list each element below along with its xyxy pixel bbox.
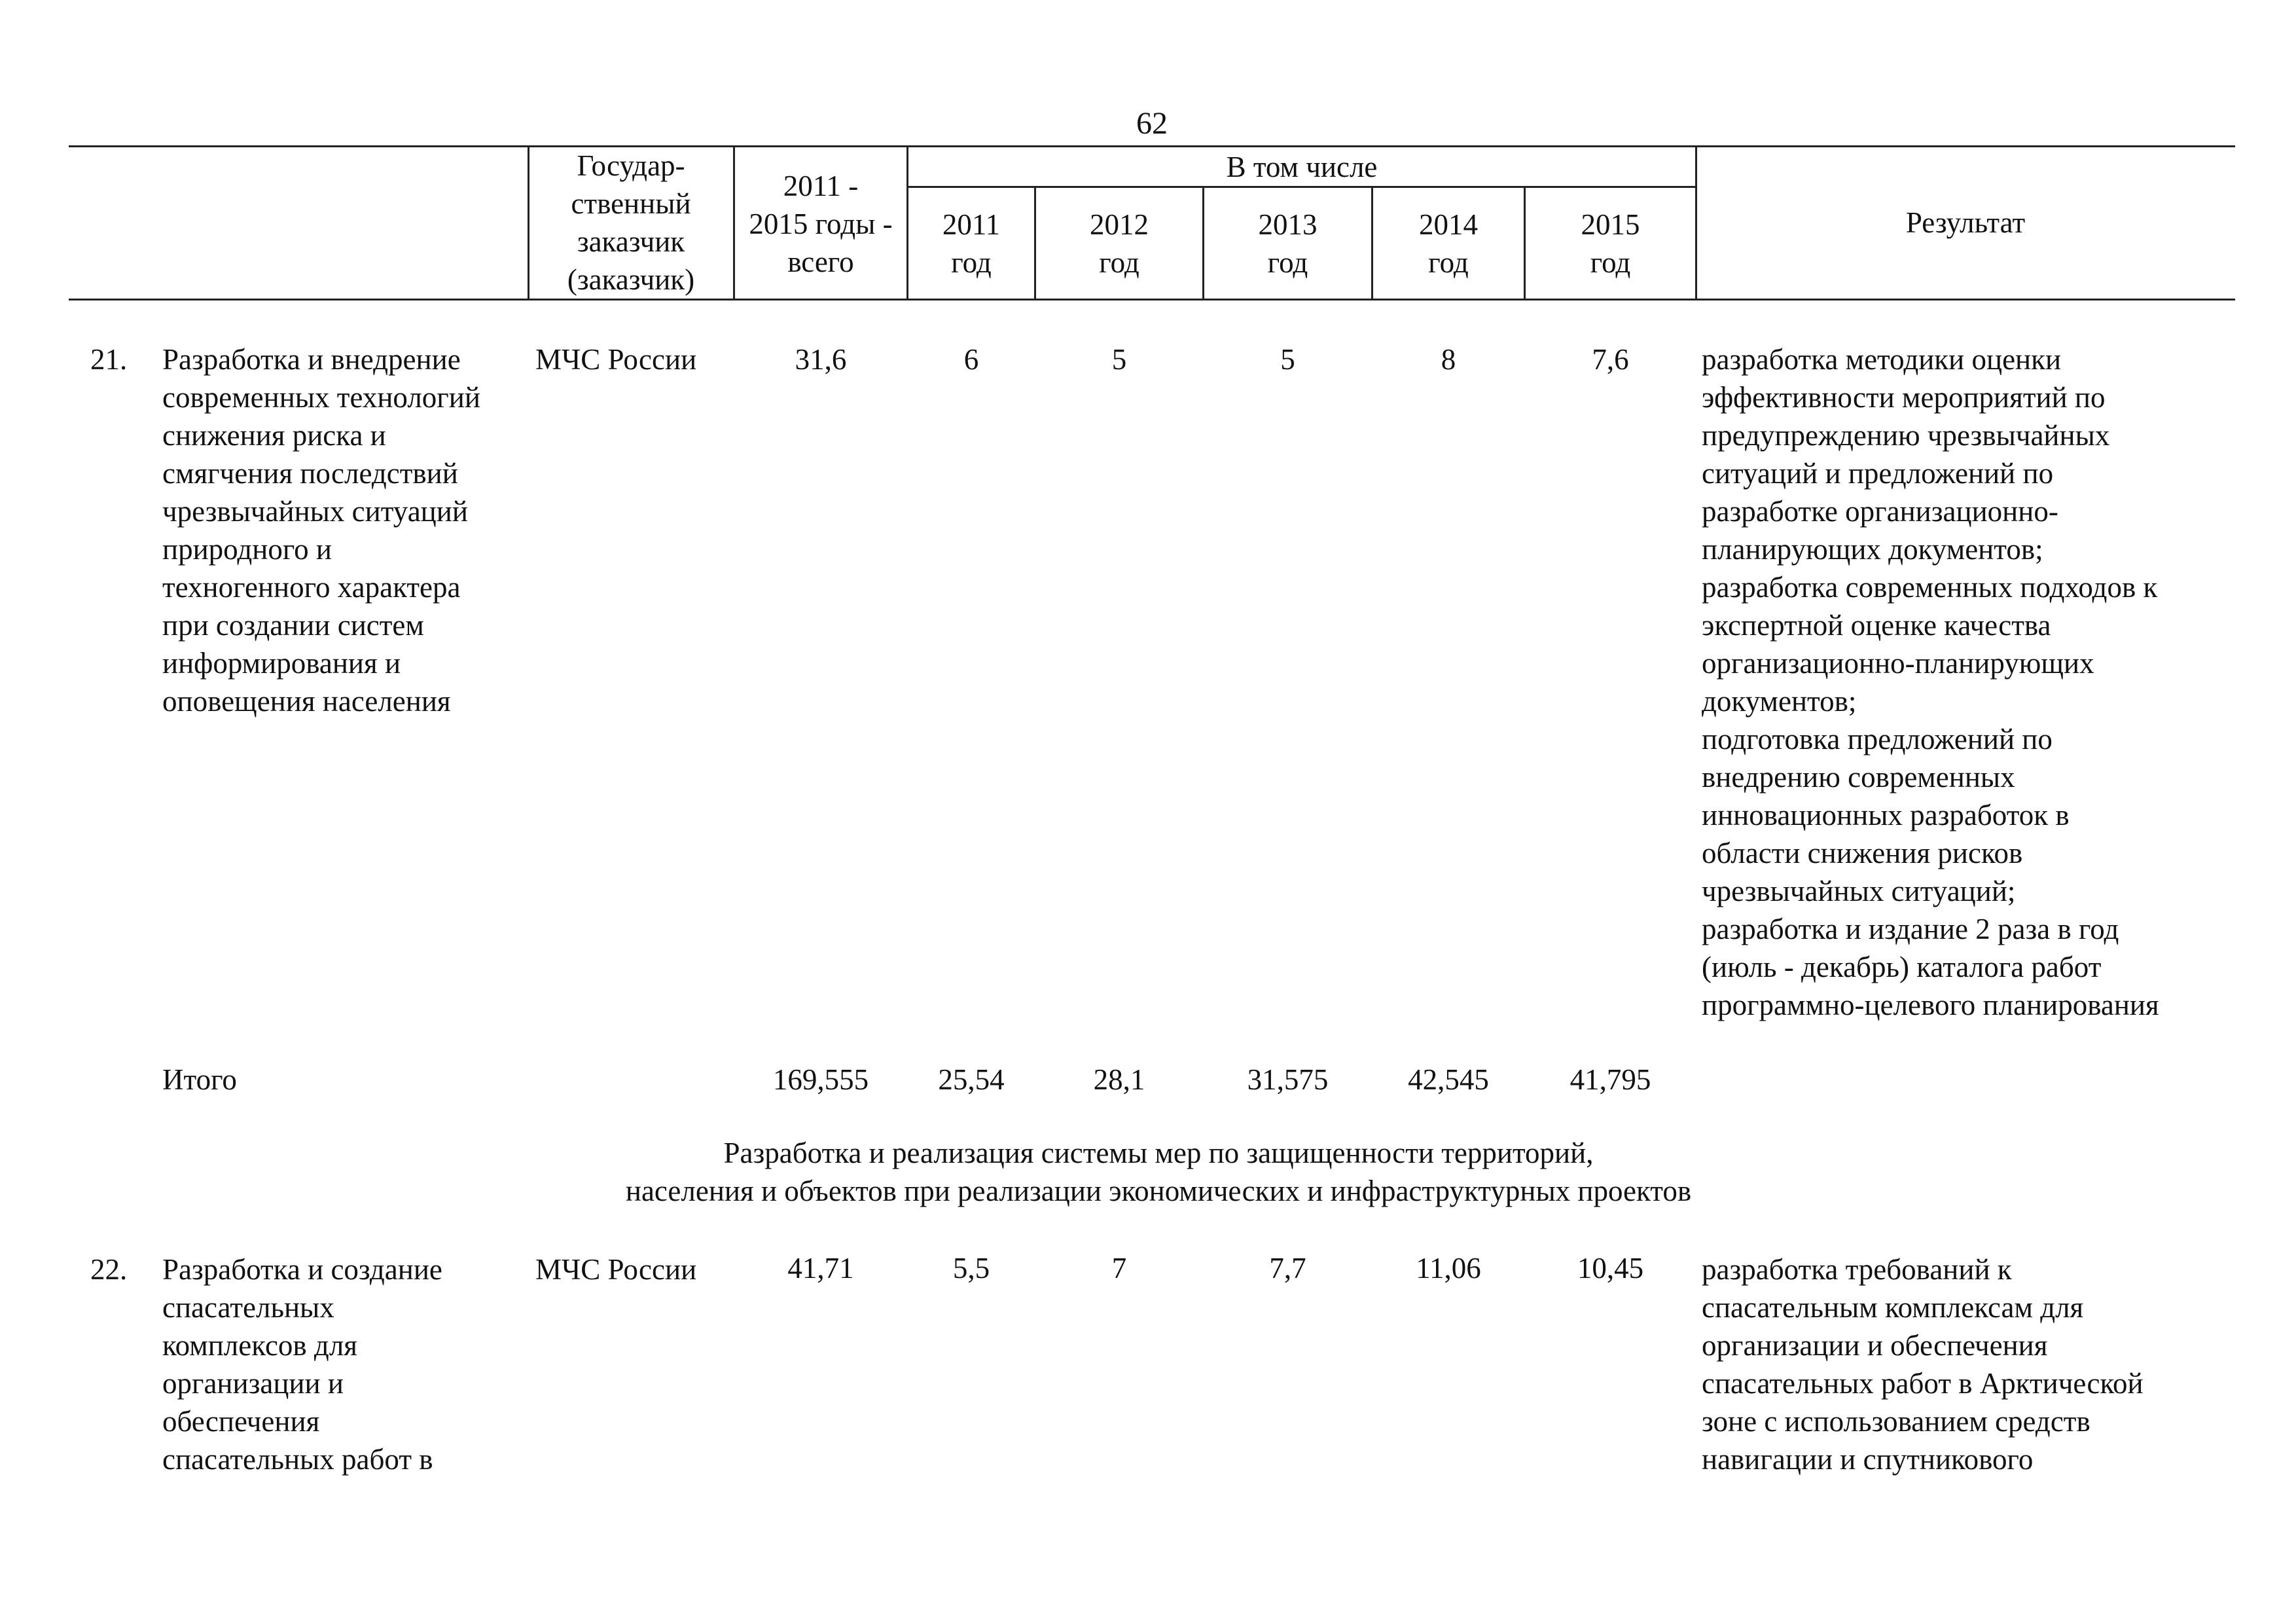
- total-label: Итого: [162, 1063, 237, 1096]
- total-2011: 25,54: [938, 1063, 1005, 1096]
- header-year-2011: 2011 год: [942, 208, 1001, 279]
- including-divider: [906, 186, 1695, 188]
- row-21-customer: МЧС России: [535, 343, 697, 376]
- total-2013: 31,575: [1247, 1063, 1329, 1096]
- row-21-2014: 8: [1441, 343, 1456, 376]
- row-21-2013: 5: [1280, 343, 1295, 376]
- total-2015: 41,795: [1570, 1063, 1651, 1096]
- row-21-number: 21.: [90, 343, 128, 376]
- row-22-result: разработка требований к спасательным комплексам для организации и обеспечения спасательных работ в Арктической зоне с использованием средств навигации и спутникового: [1702, 1253, 2144, 1476]
- page-number: 62: [1136, 106, 1168, 141]
- row-22-2011: 5,5: [952, 1252, 990, 1285]
- header-customer: Государ- ственный заказчик (заказчик): [567, 149, 695, 296]
- row-21-name: Разработка и внедрение современных технологий снижения риска и смягчения последствий чрезвычайных ситуаций природного и техногенного характера при создании систем информирования и оповещения населения: [162, 343, 480, 718]
- row-22-customer: МЧС России: [535, 1253, 697, 1286]
- header-year-2015: 2015 год: [1581, 208, 1640, 279]
- row-22-2014: 11,06: [1416, 1252, 1481, 1285]
- header-bottom-border: [69, 299, 2235, 301]
- header-result: Результат: [1905, 206, 2026, 239]
- row-21-2012: 5: [1111, 343, 1127, 376]
- row-22-2015: 10,45: [1577, 1252, 1644, 1285]
- row-22-2013: 7,7: [1269, 1252, 1306, 1285]
- section-heading: Разработка и реализация системы мер по защищенности территорий, населения и объектов при реализации экономических и инфраструктурных проектов: [625, 1137, 1692, 1207]
- header-including: В том числе: [1226, 151, 1378, 183]
- col-divider: [528, 145, 529, 300]
- row-22-total: 41,71: [787, 1252, 854, 1285]
- header-top-border: [69, 145, 2235, 147]
- col-divider: [733, 145, 735, 300]
- row-21-2015: 7,6: [1592, 343, 1629, 376]
- row-21-result: разработка методики оценки эффективности мероприятий по предупреждению чрезвычайных ситуаций и предложений по разработке организационно- планирующих документов; разработка современных подходов к экспертной оценке качества организационно-планирующих документов; подготовка предложений по внедрению современных инновационных разработок в области снижения рисков чрезвычайных ситуаций; разработка и издание 2 раза в год (июль - декабрь) каталога работ программно-целевого планирования: [1702, 343, 2159, 1021]
- row-21-2011: 6: [963, 343, 979, 376]
- header-year-2012: 2012 год: [1090, 208, 1149, 279]
- header-year-2013: 2013 год: [1258, 208, 1318, 279]
- header-total: 2011 - 2015 годы - всего: [749, 170, 893, 278]
- total-2012: 28,1: [1093, 1063, 1145, 1096]
- total-2014: 42,545: [1408, 1063, 1489, 1096]
- row-21-total: 31,6: [795, 343, 847, 376]
- row-22-name: Разработка и создание спасательных комплексов для организации и обеспечения спасательных работ в: [162, 1253, 442, 1476]
- row-22-2012: 7: [1111, 1252, 1127, 1285]
- total-sum: 169,555: [772, 1063, 869, 1096]
- row-22-number: 22.: [90, 1253, 128, 1286]
- header-year-2014: 2014 год: [1419, 208, 1478, 279]
